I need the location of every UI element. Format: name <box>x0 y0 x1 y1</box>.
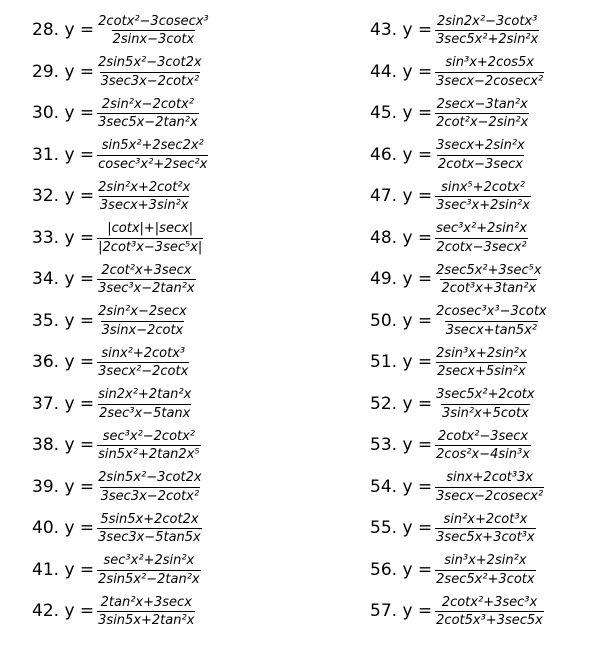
fraction <box>435 263 542 297</box>
numerator: 2tan²x+3secx <box>100 594 192 610</box>
fraction <box>435 553 535 587</box>
problem-37 <box>32 384 302 426</box>
problem-label: 47. y = <box>370 186 433 207</box>
problem-label: 31. y = <box>32 144 95 165</box>
fraction <box>435 429 531 463</box>
denominator: 3secx+tan5x² <box>445 322 538 338</box>
problem-label: 32. y = <box>32 186 95 207</box>
numerator: 2secx−3tan²x <box>436 96 528 112</box>
problem-label: 30. y = <box>32 103 95 124</box>
fraction <box>435 180 531 214</box>
problem-31 <box>32 135 302 177</box>
problem-label: 43. y = <box>370 20 433 41</box>
problem-47 <box>370 176 612 218</box>
fraction <box>97 304 188 338</box>
problem-label: 38. y = <box>32 435 95 456</box>
problem-label: 35. y = <box>32 310 95 331</box>
problem-label: 42. y = <box>32 601 95 622</box>
numerator: 3secx+2sin²x <box>436 138 525 154</box>
denominator: 2sec5x²+3cotx <box>436 571 535 587</box>
problem-label: 40. y = <box>32 518 95 539</box>
denominator: 3sec5x²+2sin²x <box>436 32 539 48</box>
left-column <box>32 10 302 633</box>
problem-label: 55. y = <box>370 518 433 539</box>
numerator: 2sec5x²+3sec⁵x <box>436 262 542 278</box>
fraction <box>97 429 200 463</box>
fraction <box>435 512 535 546</box>
problem-label: 52. y = <box>370 393 433 414</box>
denominator: 3sin5x+2tan²x <box>98 613 195 629</box>
problem-label: 56. y = <box>370 559 433 580</box>
right-column <box>370 10 612 633</box>
fraction <box>97 512 202 546</box>
fraction <box>97 180 191 214</box>
problem-57 <box>370 591 612 633</box>
denominator: 2sinx−3cotx <box>112 32 195 48</box>
problem-label: 37. y = <box>32 393 95 414</box>
problem-label: 39. y = <box>32 476 95 497</box>
problem-53 <box>370 425 612 467</box>
numerator: 2sin2x²−3cotx³ <box>437 13 538 29</box>
numerator: 2cosec³x³−3cotx <box>436 304 547 320</box>
problem-33 <box>32 218 302 260</box>
problem-55 <box>370 508 612 550</box>
fraction <box>97 346 189 380</box>
problem-28 <box>32 10 302 52</box>
fraction <box>97 387 192 421</box>
problem-label: 45. y = <box>370 103 433 124</box>
numerator: 2sin²x−2secx <box>98 304 187 320</box>
denominator: 3sec3x−2cotx² <box>100 73 200 89</box>
fraction <box>435 221 528 255</box>
problem-label: 51. y = <box>370 352 433 373</box>
numerator: 2sin5x²−3cot2x <box>98 470 202 486</box>
denominator: cosec³x²+2sec²x <box>98 156 208 172</box>
denominator: 3sec5x+3cot³x <box>436 530 535 546</box>
fraction <box>435 138 526 172</box>
problem-label: 33. y = <box>32 227 95 248</box>
numerator: sec³x²−2cotx² <box>102 428 196 444</box>
denominator: 2cos²x−4sin³x <box>436 447 530 463</box>
numerator: sec³x²+2sin²x <box>436 221 527 237</box>
problem-38 <box>32 425 302 467</box>
numerator: 5sin5x+2cot2x <box>100 511 199 527</box>
denominator: sin5x²+2tan2x⁵ <box>98 447 200 463</box>
problem-44 <box>370 52 612 94</box>
problem-label: 36. y = <box>32 352 95 373</box>
fraction <box>435 304 547 338</box>
denominator: 3secx²−2cotx <box>98 364 189 380</box>
problem-label: 53. y = <box>370 435 433 456</box>
numerator: sin5x²+2sec2x² <box>101 138 204 154</box>
problem-label: 29. y = <box>32 61 95 82</box>
numerator: sin³x+2sin²x <box>444 553 527 569</box>
problem-49 <box>370 259 612 301</box>
numerator: 2sin²x−2cotx² <box>101 96 194 112</box>
numerator: 2sin²x+2cot²x <box>98 179 191 195</box>
problem-label: 49. y = <box>370 269 433 290</box>
denominator: 2secx+5sin²x <box>437 364 526 380</box>
numerator: sin²x+2cot³x <box>443 511 528 527</box>
fraction <box>97 55 202 89</box>
denominator: |2cot³x−3sec⁵x| <box>98 239 203 255</box>
numerator: sin³x+2cos5x <box>445 55 534 71</box>
fraction <box>97 263 195 297</box>
problem-51 <box>370 342 612 384</box>
problem-46 <box>370 135 612 177</box>
numerator: 2sin³x+2sin²x <box>436 345 527 361</box>
fraction <box>435 595 544 629</box>
fraction <box>435 387 535 421</box>
fraction <box>435 55 544 89</box>
fraction <box>97 595 195 629</box>
numerator: sec³x²+2sin²x <box>103 553 195 569</box>
fraction <box>97 553 200 587</box>
problem-54 <box>370 467 612 509</box>
fraction <box>97 97 199 131</box>
numerator: 2cotx²−3cosecx³ <box>98 13 209 29</box>
problem-42 <box>32 591 302 633</box>
problem-label: 46. y = <box>370 144 433 165</box>
fraction <box>97 14 209 48</box>
denominator: 2sec³x−5tanx <box>99 405 191 421</box>
problem-48 <box>370 218 612 260</box>
denominator: 3sec5x−2tan²x <box>98 115 198 131</box>
problem-label: 28. y = <box>32 20 95 41</box>
problem-41 <box>32 550 302 592</box>
problem-label: 48. y = <box>370 227 433 248</box>
problem-32 <box>32 176 302 218</box>
denominator: 3sec³x+2sin²x <box>436 198 530 214</box>
denominator: 3secx−2cosecx² <box>436 73 544 89</box>
problem-label: 34. y = <box>32 269 95 290</box>
fraction <box>435 470 544 504</box>
problem-29 <box>32 52 302 94</box>
problem-34 <box>32 259 302 301</box>
problem-label: 54. y = <box>370 476 433 497</box>
denominator: 3sinx−2cotx <box>101 322 184 338</box>
problem-45 <box>370 93 612 135</box>
numerator: 2cotx²+3sec³x <box>441 594 538 610</box>
fraction <box>97 138 208 172</box>
problem-label: 57. y = <box>370 601 433 622</box>
fraction <box>97 470 202 504</box>
numerator: |cotx|+|secx| <box>107 221 194 237</box>
problem-35 <box>32 301 302 343</box>
fraction <box>435 14 539 48</box>
denominator: 2cot5x³+3sec5x <box>436 613 543 629</box>
denominator: 3secx+3sin²x <box>99 198 189 214</box>
denominator: 2cotx−3secx <box>437 156 523 172</box>
problem-40 <box>32 508 302 550</box>
denominator: 3sec³x−2tan²x <box>98 281 195 297</box>
denominator: 2cot²x−2sin²x <box>436 115 529 131</box>
numerator: 2sin5x²−3cot2x <box>98 55 202 71</box>
problem-43 <box>370 10 612 52</box>
problem-label: 44. y = <box>370 61 433 82</box>
denominator: 2sin5x²−2tan²x <box>98 571 200 587</box>
problem-52 <box>370 384 612 426</box>
numerator: 3sec5x²+2cotx <box>436 387 535 403</box>
numerator: sinx⁵+2cotx² <box>441 179 525 195</box>
fraction <box>97 221 203 255</box>
numerator: 2cotx²−3secx <box>437 428 529 444</box>
problem-label: 41. y = <box>32 559 95 580</box>
fraction <box>435 97 529 131</box>
numerator: sinx+2cot³3x <box>446 470 534 486</box>
numerator: sin2x²+2tan²x <box>98 387 192 403</box>
denominator: 2cotx−3secx² <box>436 239 527 255</box>
problem-36 <box>32 342 302 384</box>
numerator: sinx²+2cotx³ <box>101 345 186 361</box>
problem-30 <box>32 93 302 135</box>
denominator: 3secx−2cosecx² <box>436 488 544 504</box>
denominator: 3sec3x−5tan5x <box>98 530 201 546</box>
problem-39 <box>32 467 302 509</box>
denominator: 2cot³x+3tan²x <box>441 281 537 297</box>
problem-label: 50. y = <box>370 310 433 331</box>
problem-50 <box>370 301 612 343</box>
problem-56 <box>370 550 612 592</box>
denominator: 3sin²x+5cotx <box>441 405 529 421</box>
numerator: 2cot²x+3secx <box>101 262 192 278</box>
fraction <box>435 346 528 380</box>
denominator: 3sec3x−2cotx² <box>100 488 200 504</box>
